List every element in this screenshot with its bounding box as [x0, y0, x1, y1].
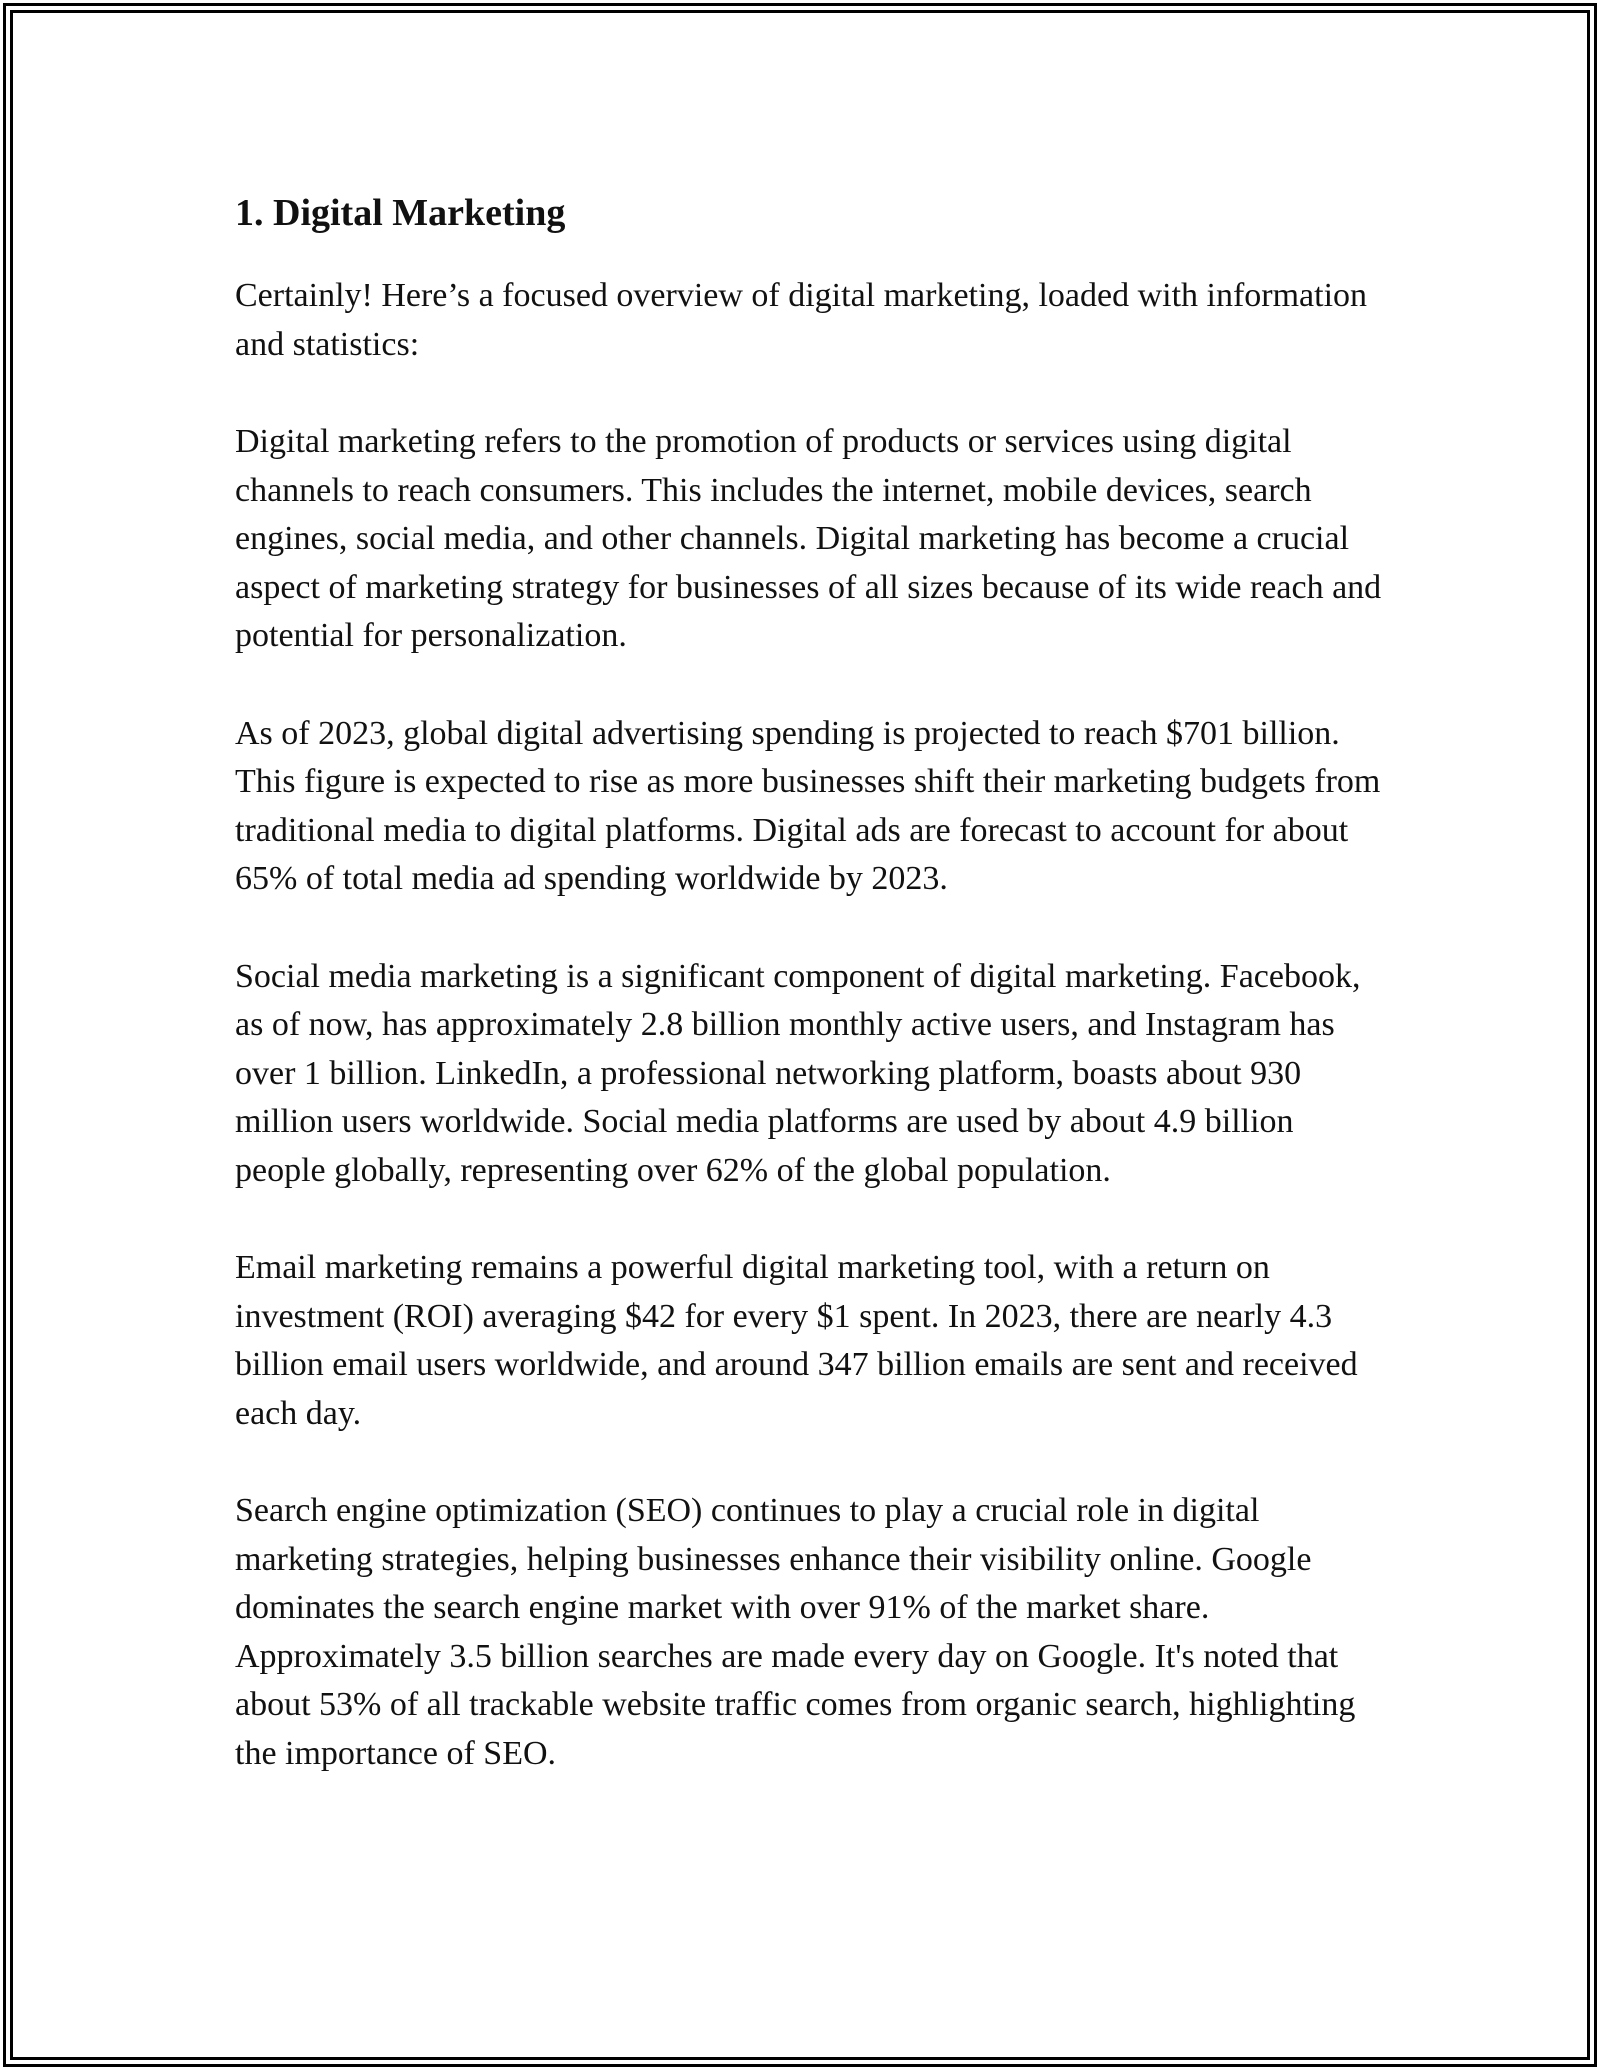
definition-paragraph: Digital marketing refers to the promotion of products or services using digital channels to reach consumers. This includes the internet, mobile devices, search engines, social media, and other channels. Digital marketing has become a crucial aspect of marketing strategy for businesses of all sizes because of its wide reach and potential for personalization.: [235, 423, 1382, 654]
section-heading: 1. Digital Marketing: [235, 192, 566, 234]
ad-spending-paragraph: As of 2023, global digital advertising spending is projected to reach $701 billion. This figure is expected to rise as more businesses shift their marketing budgets from traditional media to digital platforms. Digital ads are forecast to account for about 65% of total media ad spending worldwide by 2023.: [235, 714, 1381, 897]
intro-paragraph: Certainly! Here’s a focused overview of digital marketing, loaded with information and statistics:: [235, 277, 1368, 363]
seo-paragraph: Search engine optimization (SEO) continues to play a crucial role in digital marketing strategies, helping businesses enhance their visibility online. Google dominates the search engine market with over 91% of the market share. Approximately 3.5 billion searches are made every day on Google. It's noted that about 53% of all trackable website traffic comes from organic search, highlighting the importance of SEO.: [235, 1492, 1356, 1772]
social-media-paragraph: Social media marketing is a significant component of digital marketing. Facebook, as of now, has approximately 2.8 billion monthly active users, and Instagram has over 1 billion. LinkedIn, a professional networking platform, boasts about 930 million users worldwide. Social media platforms are used by about 4.9 billion people globally, representing over 62% of the global population.: [235, 957, 1361, 1189]
email-marketing-paragraph: Email marketing remains a powerful digital marketing tool, with a return on investment (ROI) averaging $42 for every $1 spent. In 2023, there are nearly 4.3 billion email users worldwide, and around 347 billion emails are sent and received each day.: [235, 1249, 1358, 1432]
document-body: [235, 182, 1385, 1827]
